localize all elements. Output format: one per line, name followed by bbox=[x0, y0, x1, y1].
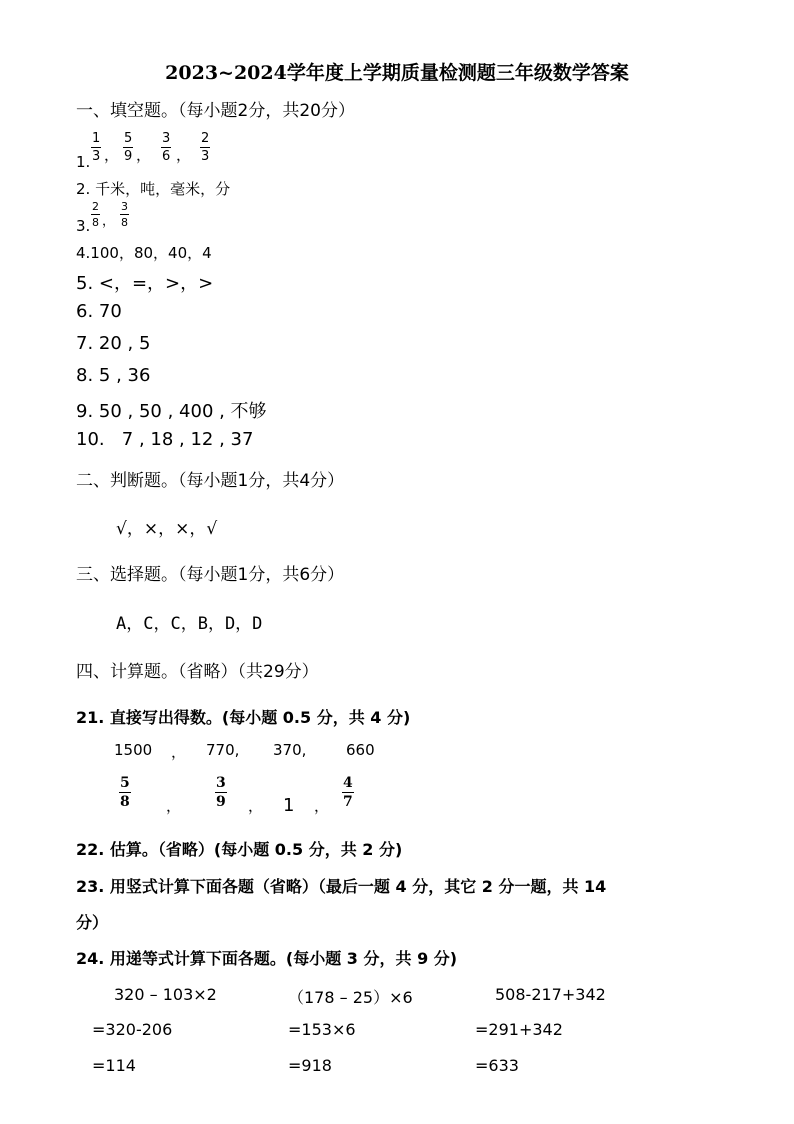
q1-fraction-1-numerator: 1 bbox=[92, 131, 101, 146]
q21-row1-item-5: 660 bbox=[346, 741, 375, 759]
q21-heading: 21. 直接写出得数。(每小题 0.5 分，共 4 分) bbox=[76, 708, 411, 727]
q3-fraction-1-denominator: 8 bbox=[92, 216, 99, 229]
q23-heading-line2: 分） bbox=[76, 913, 109, 932]
q21-fraction-3-denominator: 7 bbox=[343, 794, 353, 810]
q24-col1-line1: 320 – 103×2 bbox=[114, 985, 217, 1004]
q1-fraction-4-numerator: 2 bbox=[201, 131, 210, 146]
q24-heading: 24. 用递等式计算下面各题。(每小题 3 分，共 9 分) bbox=[76, 949, 458, 968]
q21-row1-item-1: 1500 bbox=[114, 741, 153, 759]
q2-answer: 2. 千米，吨，毫米，分 bbox=[76, 180, 231, 198]
q21-fraction-2-denominator: 9 bbox=[216, 794, 226, 810]
q21-row1-item-4: 370, bbox=[273, 741, 307, 759]
q22-heading: 22. 估算。（省略）(每小题 0.5 分，共 2 分) bbox=[76, 840, 403, 859]
q21-fraction-1-denominator: 8 bbox=[120, 794, 130, 810]
q3-fraction-2-denominator: 8 bbox=[121, 216, 128, 229]
q6-answer: 6. 70 bbox=[76, 301, 122, 322]
q1-label: 1. bbox=[76, 153, 91, 171]
q1-sep-2: ， bbox=[136, 146, 152, 164]
q21-row1-item-2: ， bbox=[171, 743, 187, 761]
q1-fraction-3 bbox=[161, 132, 171, 163]
q1-fraction-1 bbox=[91, 132, 101, 163]
q3-fraction-2 bbox=[120, 201, 129, 228]
q24-col3-line2: =291+342 bbox=[475, 1020, 563, 1039]
q3-label: 3. bbox=[76, 217, 91, 235]
q1-fraction-3-denominator: 6 bbox=[162, 149, 171, 164]
q21-fraction-2-numerator: 3 bbox=[216, 775, 226, 791]
q1-sep-1: ， bbox=[104, 146, 120, 164]
q1-fraction-3-numerator: 3 bbox=[162, 131, 171, 146]
q3-fraction-2-numerator: 3 bbox=[121, 200, 128, 213]
q1-sep-3: ， bbox=[176, 146, 192, 164]
q3-sep: ， bbox=[102, 214, 116, 229]
q10-answer: 10. 7 , 18 , 12 , 37 bbox=[76, 429, 254, 450]
q3-fraction-1-numerator: 2 bbox=[92, 200, 99, 213]
q24-col1-line2: =320-206 bbox=[92, 1020, 173, 1039]
q21-fraction-1 bbox=[119, 776, 131, 809]
q24-col2-line1: （178 – 25）×6 bbox=[288, 988, 413, 1007]
q7-answer: 7. 20 , 5 bbox=[76, 333, 151, 354]
q21-comma-3: ， bbox=[314, 797, 330, 815]
q24-col2-line2: =153×6 bbox=[288, 1020, 356, 1039]
q1-fraction-2 bbox=[123, 132, 133, 163]
q9-answer: 9. 50 , 50 , 400 , 不够 bbox=[76, 401, 267, 422]
q1-fraction-2-numerator: 5 bbox=[124, 131, 133, 146]
section4-heading: 四、计算题。（省略）（共29分） bbox=[76, 662, 319, 682]
q23-heading-line1: 23. 用竖式计算下面各题（省略）（最后一题 4 分，其它 2 分一题，共 14 bbox=[76, 877, 607, 896]
q1-fraction-2-denominator: 9 bbox=[124, 149, 133, 164]
q21-comma-1: ， bbox=[166, 797, 182, 815]
q1-fraction-1-denominator: 3 bbox=[92, 149, 101, 164]
q21-one: 1 bbox=[283, 795, 295, 816]
section3-answers: A，C，C，B，D，D bbox=[116, 614, 263, 634]
q21-fraction-3-numerator: 4 bbox=[343, 775, 353, 791]
q24-col1-line3: =114 bbox=[92, 1056, 136, 1075]
q8-answer: 8. 5 , 36 bbox=[76, 365, 151, 386]
q5-answer: 5. <，=，>，> bbox=[76, 273, 214, 294]
q21-row1-item-3: 770, bbox=[206, 741, 240, 759]
q1-fraction-4 bbox=[200, 132, 210, 163]
q21-fraction-3 bbox=[342, 776, 354, 809]
q3-fraction-1 bbox=[91, 201, 100, 228]
q21-comma-2: ， bbox=[248, 797, 264, 815]
section1-heading: 一、填空题。（每小题2分，共20分） bbox=[76, 101, 355, 121]
section3-heading: 三、选择题。（每小题1分，共6分） bbox=[76, 565, 345, 585]
q4-answer: 4.100，80，40，4 bbox=[76, 244, 212, 262]
q24-col3-line3: =633 bbox=[475, 1056, 519, 1075]
q21-fraction-2 bbox=[215, 776, 227, 809]
page-title: 2023~2024学年度上学期质量检测题三年级数学答案 bbox=[165, 62, 629, 84]
q24-col3-line1: 508-217+342 bbox=[495, 985, 606, 1004]
section2-heading: 二、判断题。（每小题1分，共4分） bbox=[76, 471, 345, 491]
section2-answers: √，×，×，√ bbox=[116, 519, 218, 539]
q24-col2-line3: =918 bbox=[288, 1056, 332, 1075]
q21-fraction-1-numerator: 5 bbox=[120, 775, 130, 791]
q1-fraction-4-denominator: 3 bbox=[201, 149, 210, 164]
